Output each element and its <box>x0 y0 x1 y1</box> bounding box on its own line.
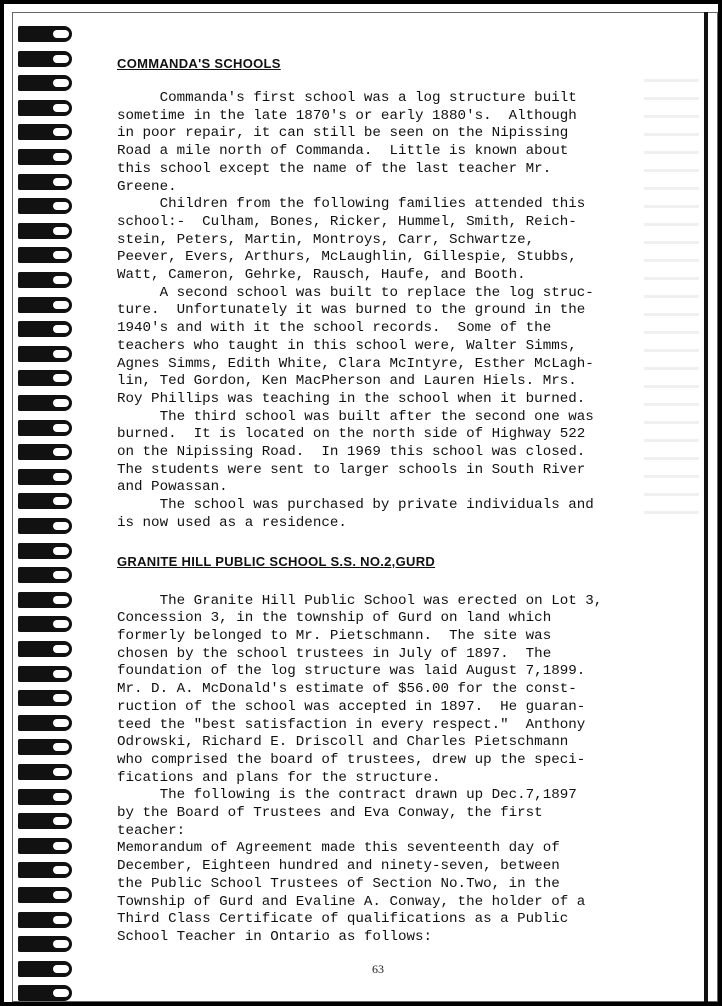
text-line: formerly belonged to Mr. Pietschmann. The site was <box>117 627 552 644</box>
paragraph <box>117 285 617 409</box>
paragraph <box>117 196 617 285</box>
paragraph <box>117 409 617 498</box>
binding-ring <box>18 75 72 91</box>
text-line: Mr. D. A. McDonald's estimate of $56.00 for the const- <box>117 681 577 698</box>
binding-ring <box>18 641 72 657</box>
binding-ring <box>18 149 72 165</box>
text-line: School Teacher in Ontario as follows: <box>117 928 433 945</box>
text-line: Township of Gurd and Evaline A. Conway, the holder of a <box>117 893 586 910</box>
binding-ring <box>18 370 72 386</box>
binding-ring <box>18 592 72 608</box>
binding-ring <box>18 567 72 583</box>
text-line: December, Eighteen hundred and ninety-seven, between <box>117 858 560 875</box>
text-line: Commanda's first school was a log structure built <box>117 90 577 106</box>
binding-ring <box>18 789 72 805</box>
text-line: The students were sent to larger schools in South River <box>117 461 586 478</box>
text-line: Peever, Evers, Arthurs, McLaughlin, Gillespie, Stubbs, <box>117 249 577 266</box>
text-line: teed the "best satisfaction in every respect." Anthony <box>117 716 586 733</box>
text-line: Third Class Certificate of qualifications as a Public <box>117 911 569 928</box>
scanned-page <box>4 4 718 1002</box>
text-line: The following is the contract drawn up Dec.7,1897 <box>117 787 577 804</box>
text-line: Children from the following families attended this <box>117 196 586 213</box>
binding-ring <box>18 420 72 436</box>
text-line: chosen by the school trustees in July of 1897. The <box>117 645 552 662</box>
section-commanda-body <box>117 90 617 533</box>
text-line: and Powassan. <box>117 479 228 496</box>
binding-ring <box>18 813 72 829</box>
paragraph <box>117 787 617 840</box>
binding-ring <box>18 543 72 559</box>
binding-ring <box>18 395 72 411</box>
binding-ring <box>18 493 72 509</box>
page-content <box>117 54 617 947</box>
text-line: Memorandum of Agreement made this seventeenth day of <box>117 840 560 857</box>
text-line: 1940's and with it the school records. Some of the <box>117 320 552 337</box>
text-line: who comprised the board of trustees, drew up the speci- <box>117 751 586 768</box>
binding-ring <box>18 985 72 1001</box>
binding-ring <box>18 26 72 42</box>
binding-ring <box>18 961 72 977</box>
page-number: 63 <box>372 962 384 976</box>
paragraph <box>117 593 617 788</box>
paragraph <box>117 840 617 946</box>
text-line: The school was purchased by private individuals and <box>117 497 594 514</box>
binding-ring <box>18 518 72 534</box>
text-line: Greene. <box>117 178 177 195</box>
text-line: ruction of the school was accepted in 1897. He guaran- <box>117 698 586 715</box>
text-line: in poor repair, it can still be seen on the Nipissing <box>117 125 569 142</box>
text-line: on the Nipissing Road. In 1969 this school was closed. <box>117 444 586 461</box>
binding-ring <box>18 912 72 928</box>
paragraph <box>117 497 617 532</box>
text-line: sometime in the late 1870's or early 1880's. Although <box>117 107 577 124</box>
section-heading-commanda: COMMANDA'S SCHOOLS <box>117 56 281 71</box>
binding-ring <box>18 739 72 755</box>
binding-ring <box>18 247 72 263</box>
binding-ring <box>18 887 72 903</box>
binding-ring <box>18 51 72 67</box>
text-line: Roy Phillips was teaching in the school when it burned. <box>117 390 586 407</box>
text-line: A second school was built to replace the log struc- <box>117 284 594 301</box>
text-line: ture. Unfortunately it was burned to the ground in the <box>117 302 586 319</box>
binding-ring <box>18 100 72 116</box>
text-line: Watt, Cameron, Gehrke, Rausch, Haufe, and Booth. <box>117 267 526 284</box>
text-line: lin, Ted Gordon, Ken MacPherson and Lauren Hiels. Mrs. <box>117 373 577 390</box>
text-line: this school except the name of the last teacher Mr. <box>117 160 552 177</box>
binding-ring <box>18 444 72 460</box>
binding-ring <box>18 616 72 632</box>
binding-ring <box>18 469 72 485</box>
text-line: is now used as a residence. <box>117 514 347 531</box>
binding-ring <box>18 715 72 731</box>
spiral-binding <box>18 26 76 1001</box>
binding-ring <box>18 666 72 682</box>
section-heading-granite-hill: GRANITE HILL PUBLIC SCHOOL S.S. NO.2,GURD <box>117 553 436 569</box>
text-line: teachers who taught in this school were, Walter Simms, <box>117 337 577 354</box>
binding-ring <box>18 174 72 190</box>
binding-ring <box>18 936 72 952</box>
text-line: school:- Culham, Bones, Ricker, Hummel, Smith, Reich- <box>117 213 577 230</box>
text-line: by the Board of Trustees and Eva Conway, the first <box>117 805 543 822</box>
binding-ring <box>18 862 72 878</box>
binding-ring <box>18 223 72 239</box>
text-line: teacher: <box>117 822 186 839</box>
text-line: foundation of the log structure was laid August 7,1899. <box>117 663 586 680</box>
page-right-edge <box>704 12 708 1002</box>
binding-ring <box>18 124 72 140</box>
text-line: fications and plans for the structure. <box>117 769 441 786</box>
text-line: Agnes Simms, Edith White, Clara McIntyre, Esther McLagh- <box>117 355 594 372</box>
text-line: Road a mile north of Commanda. Little is known about <box>117 143 569 160</box>
text-line: stein, Peters, Martin, Montroys, Carr, Schwartze, <box>117 231 535 248</box>
binding-ring <box>18 764 72 780</box>
binding-ring <box>18 346 72 362</box>
binding-ring <box>18 838 72 854</box>
text-line: Odrowski, Richard E. Driscoll and Charles Pietschmann <box>117 734 569 751</box>
binding-ring <box>18 690 72 706</box>
binding-ring <box>18 198 72 214</box>
text-line: The Granite Hill Public School was erected on Lot 3, <box>117 592 603 609</box>
text-line: the Public School Trustees of Section No.Two, in the <box>117 875 560 892</box>
text-line: burned. It is located on the north side of Highway 522 <box>117 426 586 443</box>
binding-ring <box>18 297 72 313</box>
binding-ring <box>18 321 72 337</box>
reverse-side-bleed-through <box>644 64 699 524</box>
text-line: Concession 3, in the township of Gurd on land which <box>117 610 552 627</box>
binding-ring <box>18 272 72 288</box>
text-line: The third school was built after the second one was <box>117 408 594 425</box>
section-granite-hill-body <box>117 593 617 947</box>
paragraph <box>117 90 617 196</box>
